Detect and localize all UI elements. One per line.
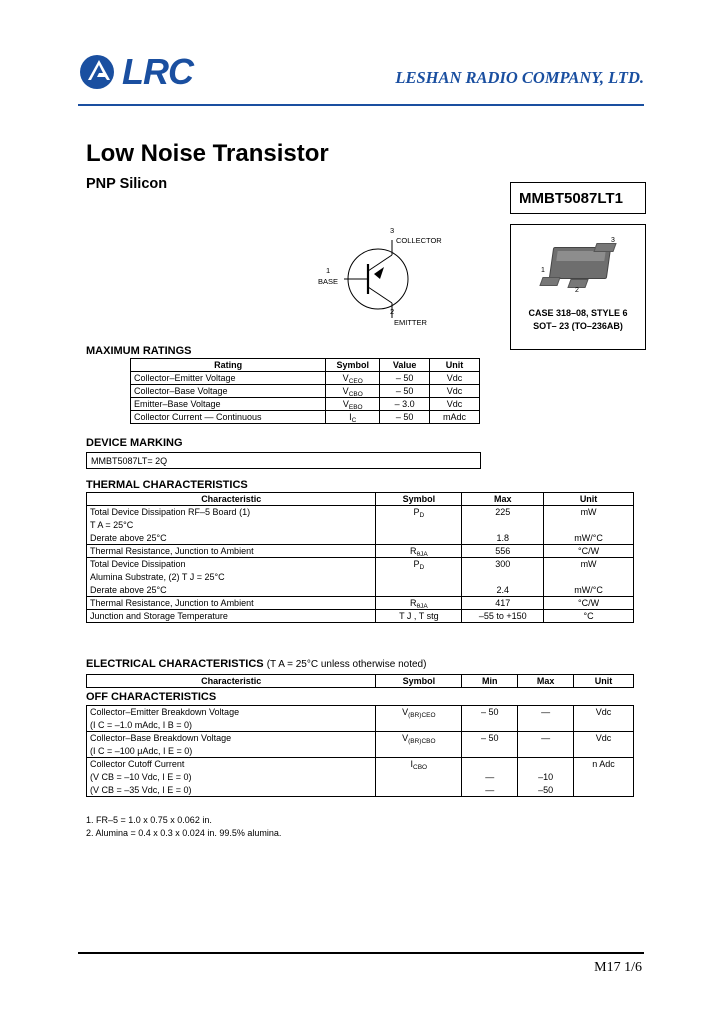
cell-characteristic: Total Device Dissipation	[87, 558, 376, 571]
cell-max-blank	[518, 719, 574, 732]
table-row	[87, 610, 634, 623]
cell-min-blank	[462, 745, 518, 758]
cell-condition: (I C = –1.0 mAdc, I B = 0)	[87, 719, 376, 732]
cell-min-blank	[462, 758, 518, 771]
cell-max: 225	[462, 506, 544, 519]
section-electrical	[86, 658, 426, 670]
cell-symbol: T J , T stg	[376, 610, 462, 623]
cell-max-blank	[518, 745, 574, 758]
cell-symbol	[376, 545, 462, 558]
cell-symbol-blank	[376, 719, 462, 732]
cell-symbol	[376, 758, 462, 771]
col-symbol: Symbol	[376, 493, 462, 506]
part-number-box	[510, 182, 646, 214]
thermal-table	[86, 492, 634, 623]
footnote-1: 1. FR–5 = 1.0 x 0.75 x 0.062 in.	[86, 815, 212, 825]
cell-min: – 50	[462, 706, 518, 719]
cell-symbol-blank	[376, 771, 462, 784]
cell-value: – 50	[380, 411, 430, 424]
electrical-header-table	[86, 674, 634, 688]
cell-max-blank	[518, 758, 574, 771]
cell-max-blank	[462, 571, 544, 584]
device-marking-box	[86, 452, 481, 469]
symbol-main: R	[410, 598, 417, 608]
cell-unit: °C	[544, 610, 634, 623]
schematic-base-label: BASE	[318, 277, 339, 286]
cell-symbol	[326, 385, 380, 398]
section-electrical-title: ELECTRICAL CHARACTERISTICS	[86, 658, 264, 670]
cell-unit: mW/°C	[544, 584, 634, 597]
schematic-collector-label: COLLECTOR	[396, 236, 442, 245]
company-logo	[78, 52, 193, 92]
cell-symbol	[376, 584, 462, 597]
logo-text: LRC	[122, 51, 193, 92]
table-row	[131, 372, 480, 385]
cell-unit-blank	[544, 571, 634, 584]
cell-max: –50	[518, 784, 574, 797]
cell-characteristic-cont: Alumina Substrate, (2) T J = 25°C	[87, 571, 376, 584]
cell-symbol	[376, 706, 462, 719]
table-row	[87, 597, 634, 610]
footnote-2: 2. Alumina = 0.4 x 0.3 x 0.024 in. 99.5% alumina.	[86, 828, 282, 838]
cell-characteristic: Collector Cutoff Current	[87, 758, 376, 771]
symbol-main: V	[342, 399, 349, 409]
cell-symbol-blank	[376, 745, 462, 758]
part-number: MMBT5087LT1	[519, 189, 623, 207]
cell-characteristic: Derate above 25°C	[87, 532, 376, 545]
cell-symbol	[376, 506, 462, 519]
symbol-sub: (BR)CBO	[408, 738, 436, 746]
cell-unit: Vdc	[430, 398, 480, 411]
table-row	[87, 519, 634, 532]
cell-condition: (V CB = –10 Vdc, I E = 0)	[87, 771, 376, 784]
col-characteristic: Characteristic	[87, 675, 376, 688]
table-row	[87, 532, 634, 545]
cell-symbol	[326, 398, 380, 411]
package-lead-1-icon	[539, 277, 560, 286]
col-unit: Unit	[544, 493, 634, 506]
cell-characteristic: Junction and Storage Temperature	[87, 610, 376, 623]
page-header	[78, 52, 644, 106]
col-max: Max	[518, 675, 574, 688]
cell-max: 1.8	[462, 532, 544, 545]
cell-unit: Vdc	[430, 385, 480, 398]
table-row	[87, 558, 634, 571]
schematic-emitter-label: EMITTER	[394, 318, 427, 327]
package-caption	[511, 307, 645, 333]
cell-min: —	[462, 784, 518, 797]
cell-characteristic-cont: T A = 25°C	[87, 519, 376, 532]
lrc-logo-icon	[78, 52, 120, 92]
package-box	[510, 224, 646, 350]
cell-min: —	[462, 771, 518, 784]
table-row	[87, 706, 634, 719]
section-thermal: THERMAL CHARACTERISTICS	[86, 479, 248, 491]
cell-condition: (I C = –100 μAdc, I E = 0)	[87, 745, 376, 758]
symbol-main: I	[349, 412, 352, 422]
cell-characteristic: Thermal Resistance, Junction to Ambient	[87, 545, 376, 558]
symbol-main: V	[342, 386, 349, 396]
symbol-main: R	[410, 546, 417, 556]
cell-max: 2.4	[462, 584, 544, 597]
cell-symbol	[376, 558, 462, 571]
cell-max: –10	[518, 771, 574, 784]
cell-max: 556	[462, 545, 544, 558]
table-row	[87, 571, 634, 584]
symbol-main: V	[402, 733, 409, 744]
table-row	[87, 771, 634, 784]
device-marking-value: MMBT5087LT= 2Q	[91, 455, 168, 466]
cell-unit: n Adc	[574, 758, 634, 771]
page-number: M17 1/6	[594, 960, 642, 975]
cell-characteristic: Derate above 25°C	[87, 584, 376, 597]
table-row	[131, 398, 480, 411]
symbol-main: V	[402, 707, 409, 718]
cell-unit: mAdc	[430, 411, 480, 424]
off-characteristics-table	[86, 705, 634, 797]
cell-value: – 50	[380, 385, 430, 398]
cell-max: –55 to +150	[462, 610, 544, 623]
table-row	[87, 758, 634, 771]
table-header-row	[87, 675, 634, 688]
cell-max: —	[518, 732, 574, 745]
cell-unit: mW/°C	[544, 532, 634, 545]
cell-characteristic: Thermal Resistance, Junction to Ambient	[87, 597, 376, 610]
page-title: Low Noise Transistor	[86, 140, 329, 167]
package-case-line-2: SOT– 23 (TO–236AB)	[533, 321, 623, 331]
table-row	[87, 545, 634, 558]
cell-rating: Emitter–Base Voltage	[131, 398, 326, 411]
cell-symbol	[326, 411, 380, 424]
footer-divider	[78, 952, 644, 954]
company-name: LESHAN RADIO COMPANY, LTD.	[395, 68, 644, 87]
symbol-main: P	[413, 507, 420, 518]
col-characteristic: Characteristic	[87, 493, 376, 506]
symbol-sub: θJA	[416, 603, 428, 610]
col-symbol: Symbol	[326, 359, 380, 372]
section-device-marking: DEVICE MARKING	[86, 437, 183, 449]
cell-symbol-blank	[376, 519, 462, 532]
symbol-sub: CBO	[348, 391, 363, 398]
symbol-sub: EBO	[348, 404, 363, 411]
cell-symbol-blank	[376, 571, 462, 584]
cell-symbol	[376, 597, 462, 610]
package-case-line-1: CASE 318–08, STYLE 6	[528, 308, 628, 318]
cell-characteristic: Collector–Emitter Breakdown Voltage	[87, 706, 376, 719]
cell-unit: Vdc	[430, 372, 480, 385]
cell-characteristic: Total Device Dissipation RF–5 Board (1)	[87, 506, 376, 519]
cell-unit: Vdc	[574, 706, 634, 719]
package-pin-3-label: 3	[611, 237, 615, 244]
symbol-main: V	[342, 373, 349, 383]
header-divider	[78, 104, 644, 106]
package-pin-1-label: 1	[541, 267, 545, 274]
max-ratings-table	[130, 358, 480, 424]
cell-max-blank	[462, 519, 544, 532]
cell-unit-blank	[574, 771, 634, 784]
cell-value: – 3.0	[380, 398, 430, 411]
symbol-sub: θJA	[416, 551, 428, 558]
cell-symbol	[326, 372, 380, 385]
cell-max: 300	[462, 558, 544, 571]
section-electrical-note: (T A = 25°C unless otherwise noted)	[266, 659, 427, 670]
package-lead-3-icon	[593, 243, 616, 252]
cell-symbol-blank	[376, 784, 462, 797]
package-pin-2-label: 2	[575, 287, 579, 294]
col-min: Min	[462, 675, 518, 688]
package-drawing	[535, 237, 623, 293]
cell-value: – 50	[380, 372, 430, 385]
table-row	[131, 385, 480, 398]
section-off-characteristics: OFF CHARACTERISTICS	[86, 691, 217, 703]
schematic-pin2-number: 2	[390, 307, 395, 316]
symbol-sub: (BR)CEO	[408, 712, 436, 720]
section-max-ratings: MAXIMUM RATINGS	[86, 345, 192, 357]
table-row	[87, 732, 634, 745]
col-unit: Unit	[574, 675, 634, 688]
transistor-schematic	[300, 222, 490, 332]
cell-unit-blank	[574, 745, 634, 758]
table-row	[87, 506, 634, 519]
table-row	[87, 719, 634, 732]
symbol-sub: CBO	[413, 764, 428, 772]
cell-unit: Vdc	[574, 732, 634, 745]
cell-symbol	[376, 732, 462, 745]
cell-unit: °C/W	[544, 545, 634, 558]
cell-max: 417	[462, 597, 544, 610]
cell-min: – 50	[462, 732, 518, 745]
cell-unit: mW	[544, 506, 634, 519]
cell-symbol	[376, 532, 462, 545]
cell-unit-blank	[574, 719, 634, 732]
symbol-main: P	[413, 559, 420, 570]
cell-max: —	[518, 706, 574, 719]
table-row	[87, 784, 634, 797]
symbol-main: I	[410, 759, 414, 770]
col-symbol: Symbol	[376, 675, 462, 688]
symbol-sub: D	[419, 512, 425, 520]
table-row	[87, 584, 634, 597]
cell-condition: (V CB = –35 Vdc, I E = 0)	[87, 784, 376, 797]
col-max: Max	[462, 493, 544, 506]
cell-characteristic: Collector–Base Breakdown Voltage	[87, 732, 376, 745]
cell-unit: °C/W	[544, 597, 634, 610]
symbol-sub: C	[351, 417, 357, 424]
table-header-row	[87, 493, 634, 506]
col-rating: Rating	[131, 359, 326, 372]
table-header-row	[131, 359, 480, 372]
table-row	[87, 745, 634, 758]
cell-min-blank	[462, 719, 518, 732]
cell-rating: Collector–Base Voltage	[131, 385, 326, 398]
table-row	[131, 411, 480, 424]
col-value: Value	[380, 359, 430, 372]
schematic-pin3-number: 3	[390, 226, 395, 235]
cell-unit-blank	[544, 519, 634, 532]
col-unit: Unit	[430, 359, 480, 372]
schematic-pin1-number: 1	[326, 266, 331, 275]
page-subtitle: PNP Silicon	[86, 176, 168, 192]
cell-unit-blank	[574, 784, 634, 797]
symbol-sub: CEO	[348, 378, 363, 385]
symbol-sub: D	[419, 564, 425, 572]
cell-rating: Collector–Emitter Voltage	[131, 372, 326, 385]
cell-rating: Collector Current — Continuous	[131, 411, 326, 424]
cell-unit: mW	[544, 558, 634, 571]
